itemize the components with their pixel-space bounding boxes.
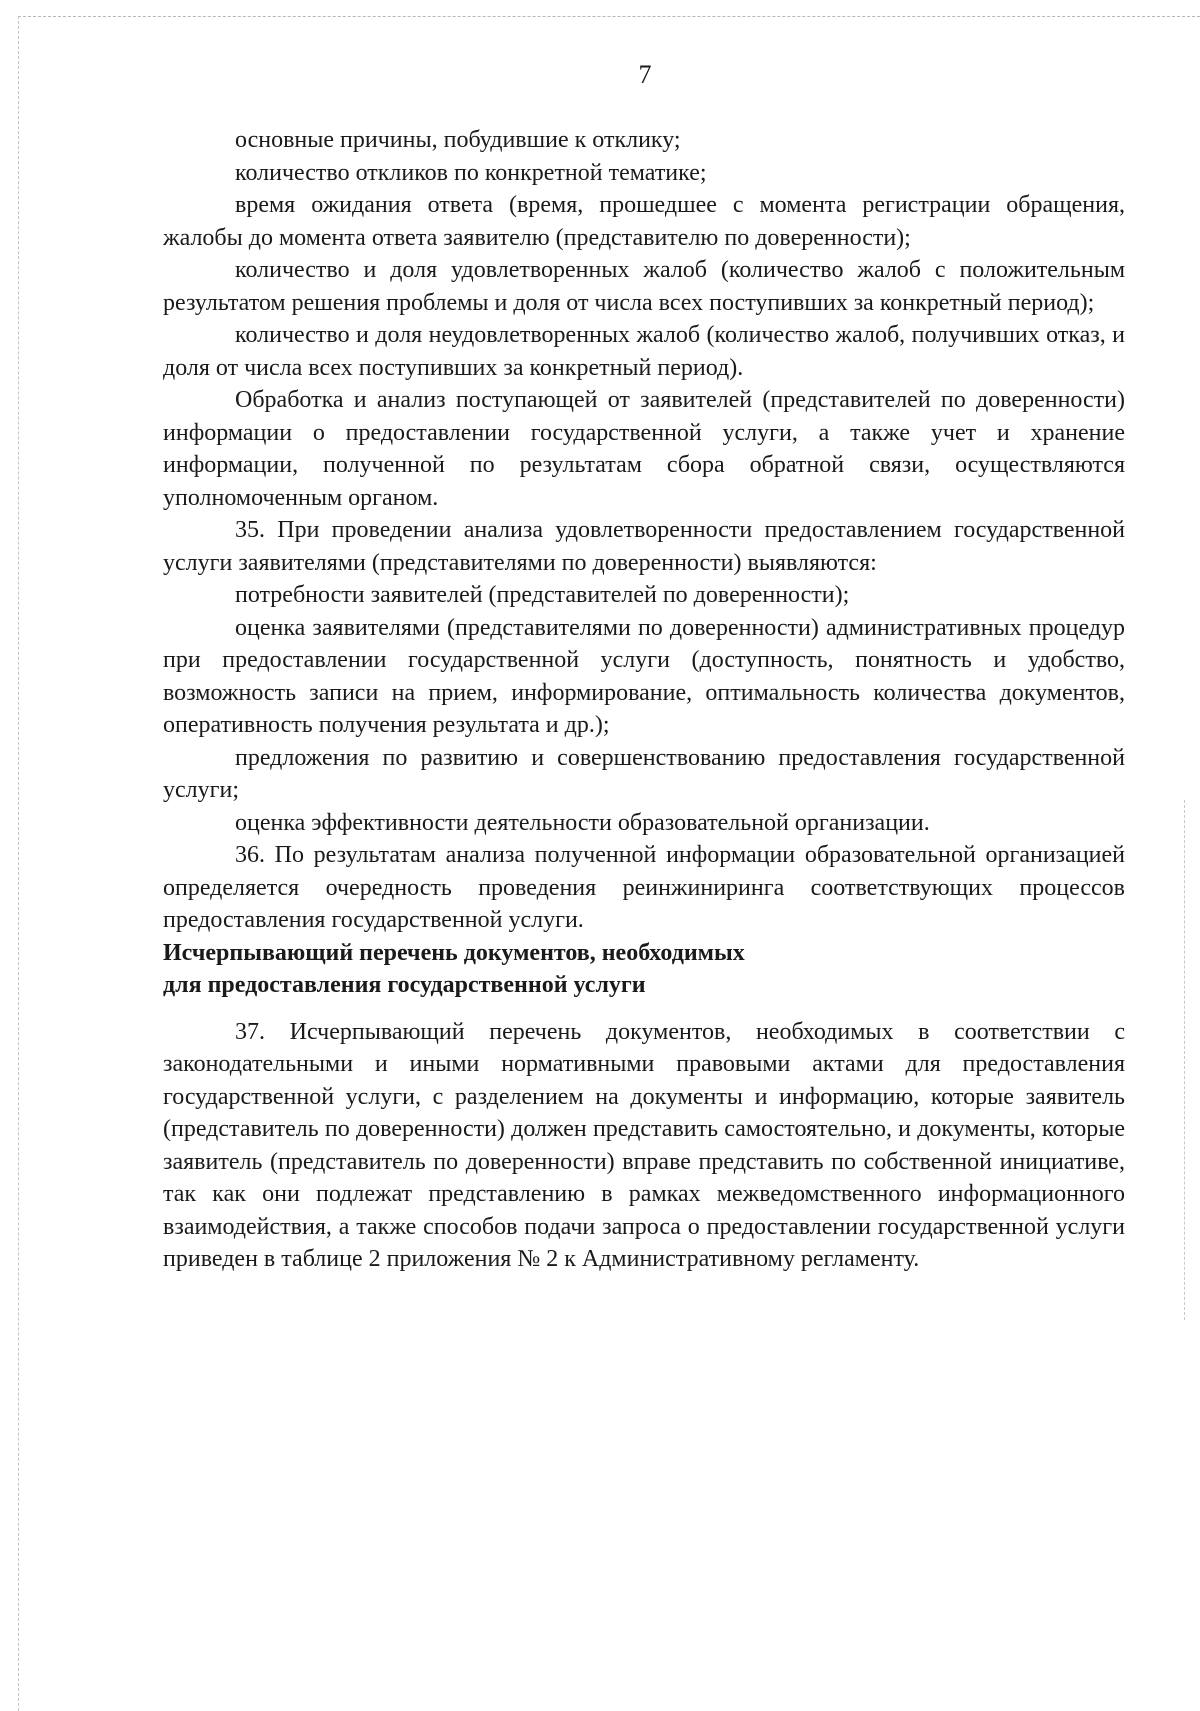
paragraph-37: 37. Исчерпывающий перечень документов, необходимых в соответствии с законодательными и иными нормативными правовыми актами для предоставления государственной услуги, с разделением на документы и информацию, которые заявитель (представитель по доверенности) должен представить самостоятельно, и документы, которые заявитель (представитель по доверенности) вправе представить по собственной инициативе, так как они подлежат представлению в рамках межведомственного информационного взаимодействия, а также способов подачи запроса о предоставлении государственной услуги приведен в таблице 2 приложения № 2 к Административному регламенту. <box>163 1018 1125 1272</box>
paragraph: предложения по развитию и совершенствованию предоставления государственной услуги; <box>163 744 1125 803</box>
paragraph: оценка заявителями (представителями по доверенности) административных процедур при предоставлении государственной услуги (доступность, понятность и удобство, возможность записи на прием, информирование, оптимальность количества документов, оперативность получения результата и др.); <box>163 614 1125 738</box>
scan-border-left <box>18 16 19 1711</box>
paragraph: основные причины, побудившие к отклику; <box>235 127 681 153</box>
paragraph: количество и доля удовлетворенных жалоб (количество жалоб с положительным результатом решения проблемы и доля от числа всех поступивших за конкретный период); <box>163 257 1125 316</box>
paragraph: потребности заявителей (представителей по доверенности); <box>235 582 850 608</box>
paragraph-36: 36. По результатам анализа полученной информации образовательной организацией определяется очередность проведения реинжиниринга соответствующих процессов предоставления государственной услуги. <box>163 842 1125 933</box>
paragraph: количество и доля неудовлетворенных жалоб (количество жалоб, получивших отказ, и доля от числа всех поступивших за конкретный период). <box>163 322 1125 381</box>
paragraph: время ожидания ответа (время, прошедшее с момента регистрации обращения, жалобы до момента ответа заявителю (представителю по доверенности); <box>163 192 1125 251</box>
section-heading <box>163 937 1125 1002</box>
paragraph-35: 35. При проведении анализа удовлетворенности предоставлением государственной услуги заявителями (представителями по доверенности) выявляются: <box>163 517 1125 576</box>
page-number: 7 <box>638 60 652 89</box>
paragraph: Обработка и анализ поступающей от заявителей (представителей по доверенности) информации о предоставлении государственной услуги, а также учет и хранение информации, полученной по результатам сбора обратной связи, осуществляются уполномоченным органом. <box>163 387 1125 511</box>
document-body <box>163 124 1125 1276</box>
scan-border-top <box>18 16 1200 17</box>
section-heading-line-1: Исчерпывающий перечень документов, необходимых <box>163 939 745 966</box>
paragraph: оценка эффективности деятельности образовательной организации. <box>235 809 930 836</box>
paragraph: количество откликов по конкретной тематике; <box>235 159 707 186</box>
scan-border-right <box>1184 800 1185 1320</box>
section-heading-line-2: для предоставления государственной услуги <box>163 972 646 998</box>
